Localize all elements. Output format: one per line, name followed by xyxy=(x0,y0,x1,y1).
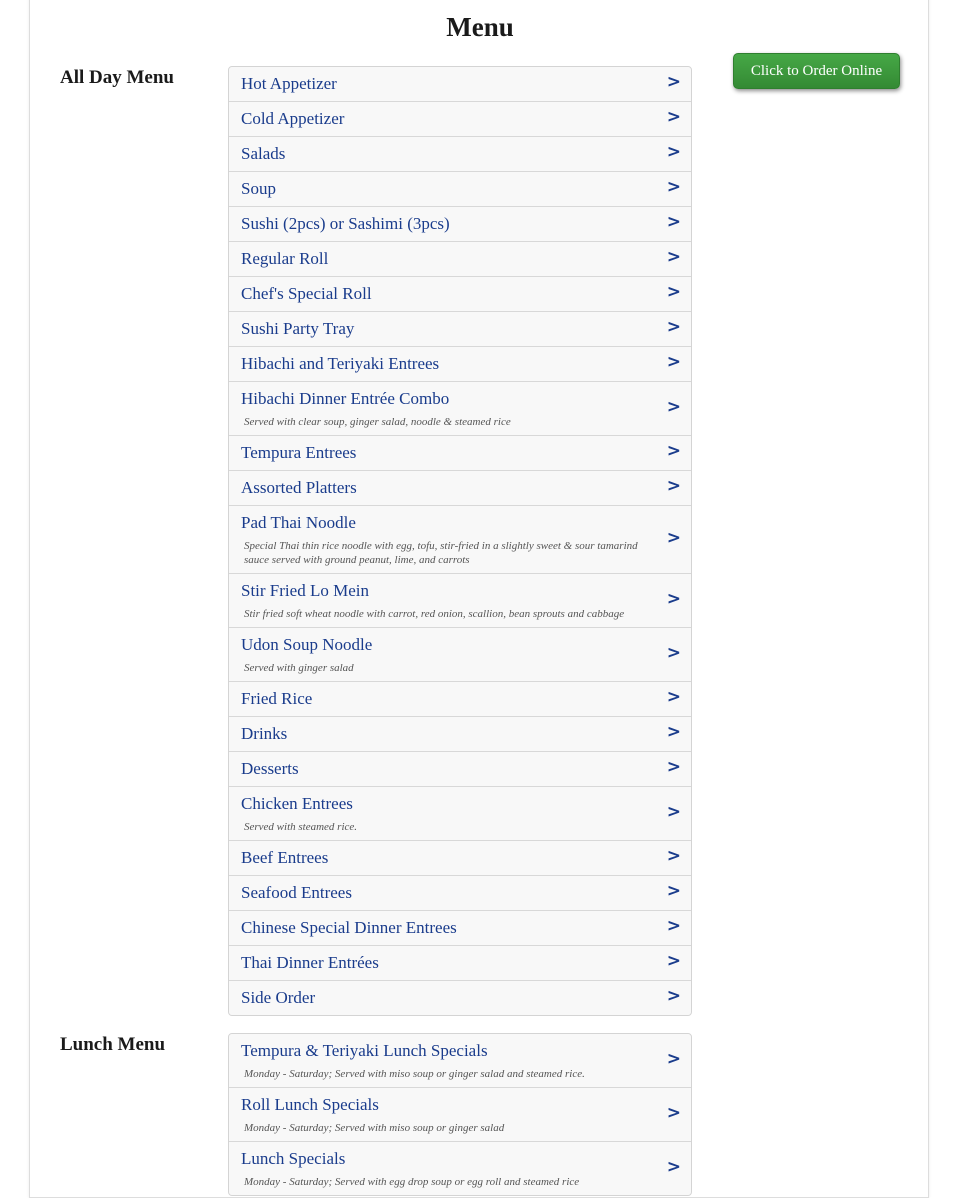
menu-category-item[interactable] xyxy=(229,347,691,382)
menu-category-description: Served with ginger salad xyxy=(244,662,354,674)
menu-category-description: Served with clear soup, ginger salad, noodle & steamed rice xyxy=(244,416,511,428)
menu-category-name: Regular Roll xyxy=(241,249,329,268)
menu-category-item[interactable] xyxy=(229,312,691,347)
menu-category-item[interactable] xyxy=(229,1142,691,1195)
menu-category-item[interactable] xyxy=(229,382,691,436)
menu-category-item[interactable] xyxy=(229,841,691,876)
chevron-right-icon: > xyxy=(666,1156,681,1177)
all-day-menu-list xyxy=(228,66,692,1016)
chevron-right-icon: > xyxy=(666,846,681,866)
menu-category-item[interactable] xyxy=(229,787,691,841)
menu-category-item[interactable] xyxy=(229,1088,691,1142)
menu-category-item[interactable] xyxy=(229,752,691,787)
menu-category-item[interactable] xyxy=(229,574,691,628)
menu-category-name: Thai Dinner Entrées xyxy=(241,953,379,972)
menu-category-name: Chicken Entrees xyxy=(241,794,353,813)
menu-category-name: Cold Appetizer xyxy=(241,109,345,128)
lunch-menu-list xyxy=(228,1033,692,1196)
menu-category-name: Hot Appetizer xyxy=(241,74,337,93)
chevron-right-icon: > xyxy=(666,881,681,901)
menu-category-name: Hibachi and Teriyaki Entrees xyxy=(241,354,440,373)
menu-category-item[interactable] xyxy=(229,102,691,137)
menu-category-description: Stir fried soft wheat noodle with carrot, red onion, scallion, bean sprouts and cabbage xyxy=(244,608,625,620)
chevron-right-icon: > xyxy=(666,588,681,609)
chevron-right-icon: > xyxy=(666,1048,681,1069)
menu-category-name: Roll Lunch Specials xyxy=(241,1095,379,1114)
menu-category-item[interactable] xyxy=(229,911,691,946)
menu-category-description: Monday - Saturday; Served with egg drop soup or egg roll and steamed rice xyxy=(244,1176,580,1188)
menu-category-item[interactable] xyxy=(229,506,691,574)
menu-category-name: Drinks xyxy=(241,724,288,743)
menu-category-name: Assorted Platters xyxy=(241,478,357,497)
menu-category-name: Pad Thai Noodle xyxy=(241,513,356,532)
menu-category-item[interactable] xyxy=(229,242,691,277)
menu-category-item[interactable] xyxy=(229,628,691,682)
menu-category-item[interactable] xyxy=(229,67,691,102)
menu-category-item[interactable] xyxy=(229,946,691,981)
menu-category-description: Special Thai thin rice noodle with egg, tofu, stir-fried in a slightly sweet & sour tamarind sauce served with ground peanut, lime, and carrots xyxy=(244,540,638,566)
chevron-right-icon: > xyxy=(666,1102,681,1123)
menu-category-name: Lunch Specials xyxy=(241,1149,346,1168)
chevron-right-icon: > xyxy=(666,527,681,548)
menu-category-name: Chinese Special Dinner Entrees xyxy=(241,918,457,937)
section-label-all-day: All Day Menu xyxy=(60,67,174,88)
chevron-right-icon: > xyxy=(666,986,681,1006)
menu-category-name: Tempura Entrees xyxy=(241,443,357,462)
menu-category-name: Beef Entrees xyxy=(241,848,329,867)
chevron-right-icon: > xyxy=(666,282,681,302)
chevron-right-icon: > xyxy=(666,916,681,936)
menu-category-item[interactable] xyxy=(229,682,691,717)
menu-category-item[interactable] xyxy=(229,981,691,1015)
chevron-right-icon: > xyxy=(666,72,681,92)
menu-category-description: Served with steamed rice. xyxy=(244,821,358,833)
menu-category-item[interactable] xyxy=(229,1034,691,1088)
chevron-right-icon: > xyxy=(666,722,681,742)
chevron-right-icon: > xyxy=(666,107,681,127)
chevron-right-icon: > xyxy=(666,476,681,496)
section-label-lunch: Lunch Menu xyxy=(60,1034,166,1055)
chevron-right-icon: > xyxy=(666,247,681,267)
menu-category-name: Tempura & Teriyaki Lunch Specials xyxy=(241,1041,488,1060)
menu-category-name: Soup xyxy=(241,179,276,198)
menu-category-name: Chef's Special Roll xyxy=(241,284,372,303)
chevron-right-icon: > xyxy=(666,317,681,337)
menu-category-name: Sushi (2pcs) or Sashimi (3pcs) xyxy=(241,214,450,233)
menu-category-name: Hibachi Dinner Entrée Combo xyxy=(241,389,450,408)
chevron-right-icon: > xyxy=(666,352,681,372)
menu-category-item[interactable] xyxy=(229,876,691,911)
chevron-right-icon: > xyxy=(666,142,681,162)
menu-category-name: Seafood Entrees xyxy=(241,883,352,902)
chevron-right-icon: > xyxy=(666,757,681,777)
page-title: Menu xyxy=(446,12,514,42)
menu-category-item[interactable] xyxy=(229,471,691,506)
menu-category-item[interactable] xyxy=(229,172,691,207)
chevron-right-icon: > xyxy=(666,177,681,197)
menu-category-description: Monday - Saturday; Served with miso soup or ginger salad xyxy=(244,1122,505,1134)
chevron-right-icon: > xyxy=(666,801,681,822)
chevron-right-icon: > xyxy=(666,951,681,971)
chevron-right-icon: > xyxy=(666,441,681,461)
menu-category-name: Desserts xyxy=(241,759,299,778)
menu-category-name: Sushi Party Tray xyxy=(241,319,355,338)
menu-category-item[interactable] xyxy=(229,277,691,312)
chevron-right-icon: > xyxy=(666,687,681,707)
menu-category-name: Udon Soup Noodle xyxy=(241,635,373,654)
menu-category-description: Monday - Saturday; Served with miso soup or ginger salad and steamed rice. xyxy=(244,1068,585,1080)
menu-category-item[interactable] xyxy=(229,717,691,752)
menu-category-name: Stir Fried Lo Mein xyxy=(241,581,369,600)
chevron-right-icon: > xyxy=(666,642,681,663)
menu-category-item[interactable] xyxy=(229,137,691,172)
menu-category-item[interactable] xyxy=(229,207,691,242)
menu-category-name: Salads xyxy=(241,144,286,163)
chevron-right-icon: > xyxy=(666,396,681,417)
order-online-button[interactable]: Click to Order Online xyxy=(733,53,900,89)
chevron-right-icon: > xyxy=(666,212,681,232)
menu-category-name: Fried Rice xyxy=(241,689,313,708)
menu-category-item[interactable] xyxy=(229,436,691,471)
menu-category-name: Side Order xyxy=(241,988,316,1007)
